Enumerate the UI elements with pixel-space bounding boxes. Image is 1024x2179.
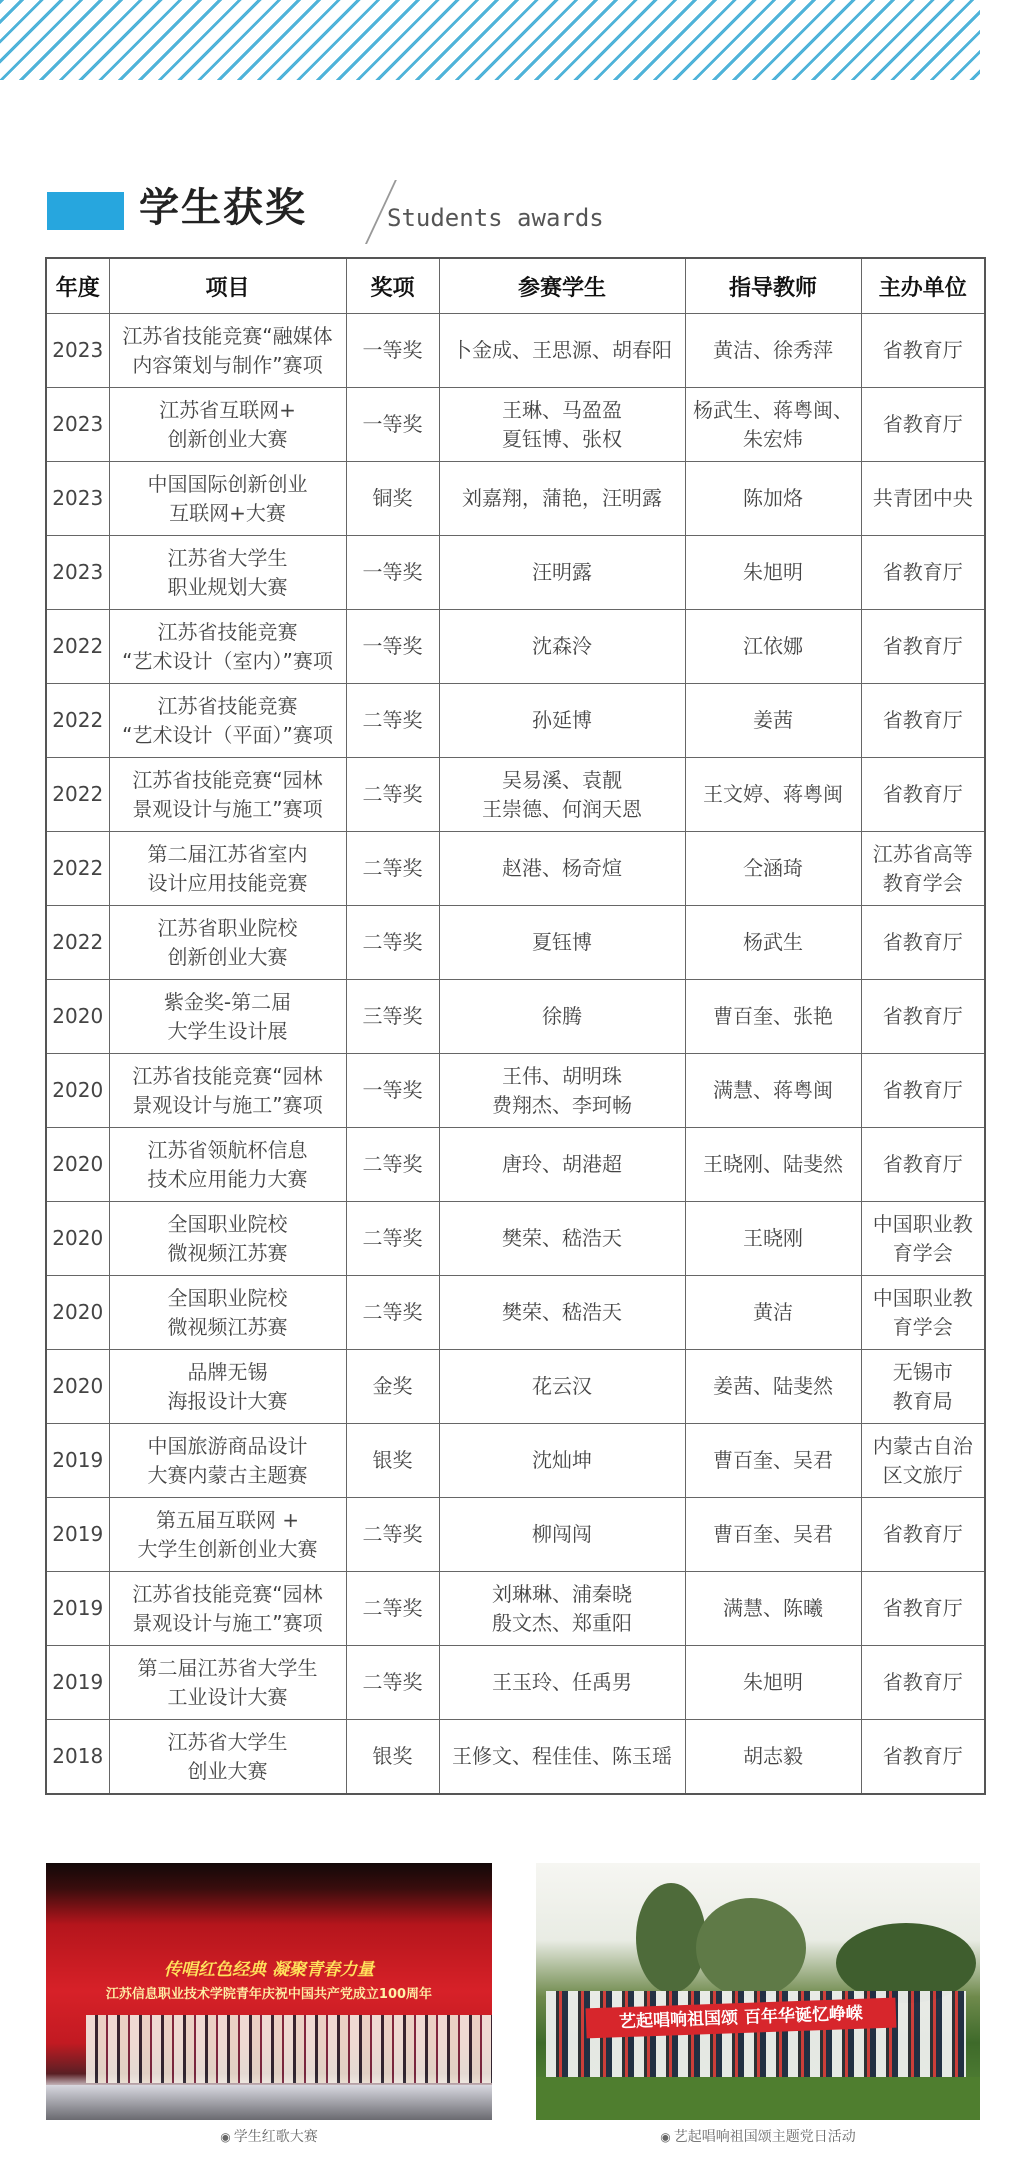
cell-organizer-line: 教育局: [892, 1388, 953, 1413]
photo-right-caption: [536, 2126, 980, 2146]
cell-organizer: [861, 1350, 985, 1424]
cell-students-line: 费翔杰、李珂畅: [492, 1092, 632, 1117]
cell-project-line: 设计应用技能竞赛: [147, 870, 308, 895]
header-students: 参赛学生: [439, 258, 685, 314]
cell-students-line: 柳闯闯: [532, 1522, 592, 1546]
cell-project-line: “艺术设计（平面）”赛项: [122, 722, 333, 747]
cell-students-line: 吴易溪、袁靓: [502, 767, 622, 792]
cell-project: [109, 462, 346, 536]
cell-organizer: [861, 536, 985, 610]
cell-year: 2019: [46, 1646, 109, 1720]
cell-students: [439, 1498, 685, 1572]
cell-award: 银奖: [346, 1424, 439, 1498]
cell-project-line: 微视频江苏赛: [167, 1314, 288, 1339]
cell-teachers: [685, 980, 861, 1054]
cell-project-line: 微视频江苏赛: [167, 1240, 288, 1265]
cell-award: 二等奖: [346, 832, 439, 906]
cell-students-line: 刘琳琳、浦秦晓: [492, 1581, 632, 1606]
cell-award: 三等奖: [346, 980, 439, 1054]
photo-right-banner: 艺起唱响祖国颂 百年华诞忆峥嵘: [586, 1998, 897, 2039]
cell-organizer-line: 区文旅厅: [882, 1462, 963, 1487]
cell-organizer-line: 江苏省高等: [872, 841, 973, 866]
table-row: [46, 1498, 985, 1572]
cell-teachers: [685, 1424, 861, 1498]
cell-students: [439, 1202, 685, 1276]
table-row: [46, 758, 985, 832]
cell-organizer: [861, 980, 985, 1054]
cell-organizer-line: 省教育厅: [882, 708, 963, 732]
cell-organizer: [861, 832, 985, 906]
photo-right-lawn: [536, 2077, 980, 2120]
cell-project-line: 创新创业大赛: [167, 944, 288, 969]
cell-students: [439, 1646, 685, 1720]
cell-project-line: 第五届互联网 +: [155, 1507, 300, 1532]
cell-organizer: [861, 1054, 985, 1128]
table-row: [46, 980, 985, 1054]
cell-award: 一等奖: [346, 610, 439, 684]
cell-teachers-line: 王晓刚、陆斐然: [703, 1152, 843, 1176]
header-teachers: 指导教师: [685, 258, 861, 314]
table-row: [46, 1128, 985, 1202]
cell-teachers-line: 黄洁、徐秀萍: [713, 338, 833, 362]
cell-project: [109, 758, 346, 832]
cell-award: 二等奖: [346, 684, 439, 758]
cell-project-line: 创业大赛: [187, 1758, 268, 1783]
cell-project-line: 江苏省技能竞赛“园林: [132, 1581, 323, 1606]
cell-organizer-line: 省教育厅: [882, 1596, 963, 1620]
heading-title-en: Students awards: [387, 204, 604, 232]
cell-year: 2023: [46, 314, 109, 388]
cell-project: [109, 1128, 346, 1202]
cell-project-line: 中国旅游商品设计: [147, 1433, 308, 1458]
cell-teachers-line: 胡志毅: [743, 1744, 803, 1768]
cell-teachers: [685, 1276, 861, 1350]
cell-organizer-line: 省教育厅: [882, 930, 963, 954]
cell-organizer-line: 省教育厅: [882, 1152, 963, 1176]
cell-teachers: [685, 1498, 861, 1572]
cell-project-line: 江苏省职业院校: [157, 915, 298, 940]
cell-students: [439, 388, 685, 462]
table-body: [46, 314, 985, 1795]
cell-students-line: 刘嘉翔，蒲艳，汪明露: [462, 486, 662, 510]
cell-organizer-line: 省教育厅: [882, 338, 963, 362]
table-row: [46, 1054, 985, 1128]
cell-teachers: [685, 1720, 861, 1795]
cell-students-line: 汪明露: [532, 560, 592, 584]
cell-year: 2023: [46, 388, 109, 462]
cell-students-line: 王崇德、何润天恩: [482, 796, 642, 821]
cell-students: [439, 1054, 685, 1128]
cell-project-line: 全国职业院校: [167, 1211, 288, 1236]
cell-organizer-line: 内蒙古自治: [872, 1433, 973, 1458]
cell-award: 银奖: [346, 1720, 439, 1795]
cell-project-line: 大学生设计展: [167, 1018, 288, 1043]
cell-students-line: 赵港、杨奇煊: [502, 856, 622, 880]
cell-teachers-line: 满慧、蒋粤闽: [713, 1078, 833, 1102]
cell-project: [109, 1572, 346, 1646]
cell-project-line: 江苏省技能竞赛“融媒体: [122, 323, 333, 348]
cell-students-line: 王修文、程佳佳、陈玉瑶: [452, 1744, 672, 1768]
cell-teachers-line: 杨武生: [743, 930, 803, 954]
cell-students-line: 樊荣、嵇浩天: [502, 1226, 622, 1250]
cell-teachers: [685, 462, 861, 536]
cell-organizer: [861, 906, 985, 980]
cell-students: [439, 1276, 685, 1350]
heading-title-cn: 学生获奖: [139, 185, 307, 231]
cell-students: [439, 462, 685, 536]
photo-party-day-event: [536, 1863, 980, 2120]
cell-organizer: [861, 1276, 985, 1350]
cell-organizer-line: 省教育厅: [882, 1004, 963, 1028]
table-row: [46, 1202, 985, 1276]
photo-left-banner-line2: 江苏信息职业技术学院青年庆祝中国共产党成立100周年: [105, 1987, 433, 2002]
cell-project-line: 工业设计大赛: [167, 1684, 288, 1709]
cell-project: [109, 1424, 346, 1498]
cell-project: [109, 684, 346, 758]
cell-students-line: 王琳、马盈盈: [502, 397, 622, 422]
cell-project-line: 江苏省大学生: [167, 545, 288, 570]
cell-project-line: 职业规划大赛: [167, 574, 288, 599]
cell-project-line: 景观设计与施工”赛项: [132, 796, 323, 821]
cell-teachers-line: 朱旭明: [743, 1670, 803, 1694]
cell-teachers-line: 黄洁: [753, 1300, 793, 1324]
cell-organizer: [861, 1646, 985, 1720]
cell-year: 2022: [46, 758, 109, 832]
cell-year: 2022: [46, 832, 109, 906]
cell-teachers: [685, 1128, 861, 1202]
cell-project: [109, 610, 346, 684]
cell-project-line: 互联网+大赛: [169, 500, 286, 525]
cell-year: 2020: [46, 1276, 109, 1350]
cell-teachers-line: 曹百奎、吴君: [713, 1448, 833, 1472]
cell-year: 2020: [46, 1128, 109, 1202]
cell-organizer: [861, 684, 985, 758]
photo-left-stage: [46, 2085, 492, 2120]
cell-project: [109, 832, 346, 906]
cell-organizer: [861, 1202, 985, 1276]
cell-project-line: 景观设计与施工”赛项: [132, 1610, 323, 1635]
cell-year: 2019: [46, 1572, 109, 1646]
cell-organizer: [861, 610, 985, 684]
cell-project-line: 全国职业院校: [167, 1285, 288, 1310]
table-row: [46, 462, 985, 536]
cell-project: [109, 906, 346, 980]
cell-students-line: 唐玲、胡港超: [502, 1152, 622, 1176]
cell-year: 2020: [46, 1202, 109, 1276]
photo-right-tree-center: [696, 1898, 806, 1998]
table-row: [46, 1350, 985, 1424]
cell-teachers: [685, 1350, 861, 1424]
table-row: [46, 1276, 985, 1350]
caption-bullet-icon: ◉: [660, 2130, 671, 2144]
cell-organizer-line: 育学会: [892, 1314, 953, 1339]
cell-teachers-line: 曹百奎、张艳: [713, 1004, 833, 1028]
table-row: [46, 314, 985, 388]
caption-bullet-icon: ◉: [220, 2130, 231, 2144]
cell-teachers-line: 王文婷、蒋粤闽: [703, 782, 843, 806]
cell-students: [439, 1720, 685, 1795]
cell-project: [109, 1720, 346, 1795]
cell-project-line: “艺术设计（室内）”赛项: [122, 648, 333, 673]
cell-organizer-line: 省教育厅: [882, 782, 963, 806]
cell-students-line: 卜金成、王思源、胡春阳: [452, 338, 672, 362]
photo-right-caption-text: 艺起唱响祖国颂主题党日活动: [673, 2129, 856, 2145]
cell-students: [439, 832, 685, 906]
cell-teachers: [685, 758, 861, 832]
cell-teachers-line: 仝涵琦: [743, 856, 803, 880]
cell-project-line: 内容策划与制作”赛项: [132, 352, 323, 377]
cell-year: 2020: [46, 1054, 109, 1128]
cell-teachers: [685, 1572, 861, 1646]
table-row: [46, 536, 985, 610]
cell-project-line: 江苏省技能竞赛“园林: [132, 767, 323, 792]
cell-organizer-line: 省教育厅: [882, 1078, 963, 1102]
cell-project: [109, 388, 346, 462]
cell-students: [439, 1128, 685, 1202]
cell-year: 2019: [46, 1498, 109, 1572]
cell-project: [109, 1646, 346, 1720]
cell-year: 2022: [46, 684, 109, 758]
cell-award: 金奖: [346, 1350, 439, 1424]
cell-teachers: [685, 1054, 861, 1128]
cell-teachers: [685, 832, 861, 906]
table-header-row: [46, 258, 985, 314]
cell-award: 一等奖: [346, 536, 439, 610]
table-row: [46, 906, 985, 980]
cell-award: 二等奖: [346, 1572, 439, 1646]
cell-project-line: 江苏省技能竞赛: [157, 619, 298, 644]
cell-students-line: 王玉玲、任禹男: [492, 1670, 632, 1694]
table-row: [46, 1646, 985, 1720]
cell-project-line: 江苏省大学生: [167, 1729, 288, 1754]
cell-organizer-line: 省教育厅: [882, 412, 963, 436]
cell-project: [109, 1054, 346, 1128]
cell-project-line: 品牌无锡: [187, 1359, 268, 1384]
cell-year: 2019: [46, 1424, 109, 1498]
cell-students: [439, 1350, 685, 1424]
cell-organizer: [861, 1128, 985, 1202]
cell-project-line: 中国国际创新创业: [147, 471, 308, 496]
header-organizer: 主办单位: [861, 258, 985, 314]
cell-organizer-line: 中国职业教: [872, 1211, 973, 1236]
cell-organizer: [861, 1424, 985, 1498]
table-row: [46, 832, 985, 906]
cell-project-line: 江苏省领航杯信息: [147, 1137, 308, 1162]
cell-organizer-line: 育学会: [892, 1240, 953, 1265]
cell-year: 2020: [46, 1350, 109, 1424]
cell-award: 二等奖: [346, 1128, 439, 1202]
cell-students: [439, 314, 685, 388]
photo-red-song-contest: [46, 1863, 492, 2120]
cell-students-line: 沈森泠: [532, 634, 592, 658]
cell-project: [109, 536, 346, 610]
cell-organizer-line: 教育学会: [882, 870, 963, 895]
cell-award: 二等奖: [346, 1646, 439, 1720]
cell-students-line: 花云汉: [532, 1374, 592, 1398]
cell-year: 2022: [46, 906, 109, 980]
section-heading: [47, 180, 607, 244]
table-row: [46, 684, 985, 758]
cell-teachers-line: 朱宏炜: [743, 426, 803, 451]
cell-project-line: 第二届江苏省大学生: [137, 1655, 318, 1680]
cell-students-line: 沈灿坤: [532, 1448, 592, 1472]
table-row: [46, 1424, 985, 1498]
cell-organizer-line: 共青团中央: [872, 486, 973, 510]
cell-teachers-line: 满慧、陈曦: [723, 1596, 823, 1620]
cell-teachers: [685, 388, 861, 462]
cell-organizer: [861, 462, 985, 536]
cell-students-line: 孙延博: [532, 708, 592, 732]
cell-teachers-line: 王晓刚: [743, 1226, 803, 1250]
cell-award: 二等奖: [346, 906, 439, 980]
cell-students-line: 王伟、胡明珠: [502, 1063, 622, 1088]
photo-left-banner-line1: 传唱红色经典 凝聚青春力量: [164, 1960, 374, 1980]
cell-organizer-line: 无锡市: [892, 1359, 953, 1384]
cell-award: 铜奖: [346, 462, 439, 536]
cell-project: [109, 1202, 346, 1276]
cell-students: [439, 1572, 685, 1646]
cell-teachers: [685, 536, 861, 610]
cell-project: [109, 980, 346, 1054]
header-award: 奖项: [346, 258, 439, 314]
photo-right-tree-left: [636, 1883, 706, 1993]
cell-project: [109, 1498, 346, 1572]
cell-project-line: 江苏省技能竞赛: [157, 693, 298, 718]
cell-award: 一等奖: [346, 1054, 439, 1128]
cell-organizer: [861, 1498, 985, 1572]
table-row: [46, 1720, 985, 1795]
cell-year: 2020: [46, 980, 109, 1054]
cell-teachers-line: 江依娜: [743, 634, 803, 658]
cell-teachers-line: 陈加烙: [743, 486, 803, 510]
cell-students: [439, 1424, 685, 1498]
photo-left-caption: [46, 2126, 492, 2146]
cell-students-line: 樊荣、嵇浩天: [502, 1300, 622, 1324]
cell-project-line: 江苏省互联网+: [159, 397, 296, 422]
cell-year: 2023: [46, 462, 109, 536]
cell-students: [439, 758, 685, 832]
cell-organizer-line: 省教育厅: [882, 1744, 963, 1768]
cell-organizer-line: 省教育厅: [882, 1670, 963, 1694]
cell-year: 2018: [46, 1720, 109, 1795]
cell-organizer: [861, 1720, 985, 1795]
cell-organizer: [861, 1572, 985, 1646]
header-year: 年度: [46, 258, 109, 314]
cell-students-line: 徐腾: [542, 1004, 582, 1028]
cell-students: [439, 980, 685, 1054]
cell-teachers: [685, 314, 861, 388]
decorative-stripes: [0, 0, 980, 80]
cell-teachers-line: 曹百奎、吴君: [713, 1522, 833, 1546]
cell-year: 2023: [46, 536, 109, 610]
cell-award: 二等奖: [346, 758, 439, 832]
cell-students: [439, 684, 685, 758]
cell-students: [439, 536, 685, 610]
cell-organizer: [861, 388, 985, 462]
cell-year: 2022: [46, 610, 109, 684]
cell-teachers-line: 姜茜: [753, 708, 793, 732]
table-row: [46, 610, 985, 684]
cell-teachers-line: 朱旭明: [743, 560, 803, 584]
cell-teachers: [685, 610, 861, 684]
cell-project-line: 海报设计大赛: [167, 1388, 288, 1413]
cell-project: [109, 314, 346, 388]
header-project: 项目: [109, 258, 346, 314]
photo-left-caption-text: 学生红歌大赛: [233, 2129, 318, 2145]
cell-award: 二等奖: [346, 1202, 439, 1276]
cell-award: 一等奖: [346, 388, 439, 462]
cell-organizer: [861, 758, 985, 832]
cell-project-line: 创新创业大赛: [167, 426, 288, 451]
cell-organizer: [861, 314, 985, 388]
cell-award: 二等奖: [346, 1276, 439, 1350]
awards-table: [45, 257, 986, 1795]
cell-students-line: 夏钰博、张权: [502, 426, 622, 451]
cell-teachers: [685, 684, 861, 758]
cell-teachers: [685, 1202, 861, 1276]
cell-project-line: 紫金奖-第二届: [163, 989, 292, 1014]
table-row: [46, 388, 985, 462]
cell-organizer-line: 中国职业教: [872, 1285, 973, 1310]
cell-teachers-line: 姜茜、陆斐然: [713, 1374, 833, 1398]
cell-project-line: 第二届江苏省室内: [147, 841, 308, 866]
cell-organizer-line: 省教育厅: [882, 634, 963, 658]
cell-students: [439, 906, 685, 980]
cell-project-line: 江苏省技能竞赛“园林: [132, 1063, 323, 1088]
cell-project: [109, 1350, 346, 1424]
cell-organizer-line: 省教育厅: [882, 1522, 963, 1546]
cell-project: [109, 1276, 346, 1350]
cell-project-line: 大学生创新创业大赛: [137, 1536, 318, 1561]
cell-teachers: [685, 906, 861, 980]
table-row: [46, 1572, 985, 1646]
cell-teachers-line: 杨武生、蒋粤闽、: [693, 397, 853, 422]
cell-teachers: [685, 1646, 861, 1720]
cell-organizer-line: 省教育厅: [882, 560, 963, 584]
cell-award: 一等奖: [346, 314, 439, 388]
cell-students: [439, 610, 685, 684]
photo-left-choir: [86, 2015, 492, 2083]
cell-students-line: 夏钰博: [532, 930, 592, 954]
cell-project-line: 技术应用能力大赛: [147, 1166, 308, 1191]
cell-project-line: 景观设计与施工”赛项: [132, 1092, 323, 1117]
cell-project-line: 大赛内蒙古主题赛: [147, 1462, 308, 1487]
cell-award: 二等奖: [346, 1498, 439, 1572]
heading-accent-bar: [47, 192, 124, 230]
cell-students-line: 殷文杰、郑重阳: [492, 1610, 632, 1635]
